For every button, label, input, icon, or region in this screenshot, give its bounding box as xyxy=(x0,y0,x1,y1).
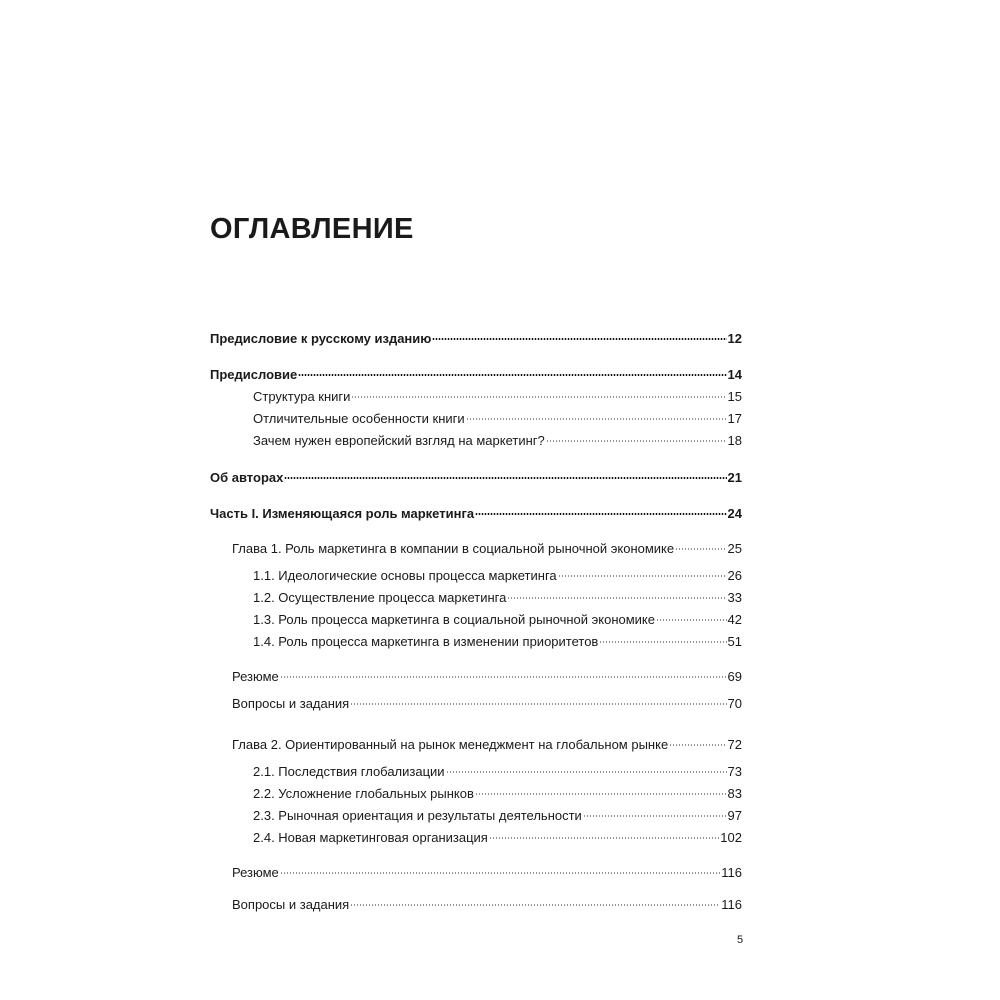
toc-entry-section-1-4 xyxy=(253,633,742,651)
toc-entry-foreword-russian xyxy=(210,330,742,348)
toc-entry-page: 17 xyxy=(727,411,742,426)
toc-entry-chapter-1 xyxy=(232,540,742,558)
toc-entry-page: 42 xyxy=(727,612,742,627)
dot-leader xyxy=(475,793,727,795)
toc-entry-label: Предисловие к русскому изданию xyxy=(210,331,432,346)
toc-entry-foreword xyxy=(210,366,742,384)
toc-entry-summary-2 xyxy=(232,864,742,882)
toc-entry-section-2-3 xyxy=(253,807,742,825)
dot-leader xyxy=(558,575,727,577)
toc-entry-book-structure xyxy=(253,388,742,406)
toc-entry-section-1-3 xyxy=(253,611,742,629)
toc-entry-page: 14 xyxy=(727,367,742,382)
toc-entry-about-authors xyxy=(210,469,742,487)
toc-entry-label: 2.3. Рыночная ориентация и результаты деятельности xyxy=(253,808,582,823)
toc-entry-label: 1.3. Роль процесса маркетинга в социальной рыночной экономике xyxy=(253,612,655,627)
toc-entry-label: 1.1. Идеологические основы процесса маркетинга xyxy=(253,568,557,583)
toc-entry-questions-2 xyxy=(232,896,742,914)
toc-entry-label: Предисловие xyxy=(210,367,298,382)
toc-entry-section-1-1 xyxy=(253,567,742,585)
dot-leader xyxy=(466,418,727,420)
dot-leader xyxy=(446,771,727,773)
dot-leader xyxy=(599,641,726,643)
dot-leader xyxy=(350,703,726,705)
toc-entry-page: 72 xyxy=(727,737,742,752)
toc-entry-label: 1.2. Осуществление процесса маркетинга xyxy=(253,590,507,605)
toc-entry-page: 18 xyxy=(727,433,742,448)
dot-leader xyxy=(546,440,727,442)
toc-entry-page: 15 xyxy=(727,389,742,404)
toc-entry-section-1-2 xyxy=(253,589,742,607)
dot-leader xyxy=(675,548,726,550)
toc-entry-label: 1.4. Роль процесса маркетинга в изменении приоритетов xyxy=(253,634,599,649)
dot-leader xyxy=(475,513,726,515)
toc-entry-page: 97 xyxy=(727,808,742,823)
toc-entry-page: 69 xyxy=(727,669,742,684)
dot-leader xyxy=(350,904,720,906)
dot-leader xyxy=(432,338,726,340)
dot-leader xyxy=(280,872,720,874)
toc-entry-label: Об авторах xyxy=(210,470,284,485)
toc-entry-label: Резюме xyxy=(232,865,279,880)
dot-leader xyxy=(489,837,719,839)
dot-leader xyxy=(284,477,726,479)
toc-entry-chapter-2 xyxy=(232,736,742,754)
toc-entry-distinctive-features xyxy=(253,410,742,428)
toc-entry-label: Часть I. Изменяющаяся роль маркетинга xyxy=(210,506,475,521)
toc-entry-label: Структура книги xyxy=(253,389,351,404)
toc-entry-page: 116 xyxy=(721,865,742,880)
toc-entry-label: Глава 2. Ориентированный на рынок менеджмент на глобальном рынке xyxy=(232,737,669,752)
toc-entry-label: Вопросы и задания xyxy=(232,897,350,912)
toc-entry-page: 73 xyxy=(727,764,742,779)
toc-entry-page: 83 xyxy=(727,786,742,801)
toc-entry-summary-1 xyxy=(232,668,742,686)
toc-entry-page: 70 xyxy=(727,696,742,711)
toc-entry-questions-1 xyxy=(232,695,742,713)
dot-leader xyxy=(298,374,726,376)
toc-entry-label: Резюме xyxy=(232,669,279,684)
dot-leader xyxy=(351,396,726,398)
dot-leader xyxy=(656,619,727,621)
toc-entry-page: 25 xyxy=(727,541,742,556)
toc-entry-section-2-1 xyxy=(253,763,742,781)
toc-entry-label: 2.4. Новая маркетинговая организация xyxy=(253,830,488,845)
toc-entry-label: Вопросы и задания xyxy=(232,696,350,711)
toc-entry-label: Глава 1. Роль маркетинга в компании в социальной рыночной экономике xyxy=(232,541,675,556)
toc-entry-label: 2.1. Последствия глобализации xyxy=(253,764,445,779)
toc-entry-label: 2.2. Усложнение глобальных рынков xyxy=(253,786,474,801)
toc-entry-section-2-4 xyxy=(253,829,742,847)
page-number: 5 xyxy=(737,934,744,946)
toc-entry-page: 26 xyxy=(727,568,742,583)
toc-entry-part-1 xyxy=(210,505,742,523)
dot-leader xyxy=(583,815,727,817)
toc-entry-european-view xyxy=(253,432,742,450)
toc-entry-page: 12 xyxy=(727,331,742,346)
toc-entry-label: Зачем нужен европейский взгляд на маркетинг? xyxy=(253,433,545,448)
dot-leader xyxy=(280,676,727,678)
toc-entry-page: 33 xyxy=(727,590,742,605)
dot-leader xyxy=(507,597,726,599)
dot-leader xyxy=(669,744,726,746)
toc-entry-page: 24 xyxy=(727,506,742,521)
toc-entry-page: 21 xyxy=(727,470,742,485)
toc-entry-label: Отличительные особенности книги xyxy=(253,411,465,426)
toc-entry-page: 102 xyxy=(720,830,742,845)
toc-entry-page: 51 xyxy=(727,634,742,649)
toc-entry-page: 116 xyxy=(721,897,742,912)
page-title: ОГЛАВЛЕНИЕ xyxy=(210,213,414,245)
toc-entry-section-2-2 xyxy=(253,785,742,803)
